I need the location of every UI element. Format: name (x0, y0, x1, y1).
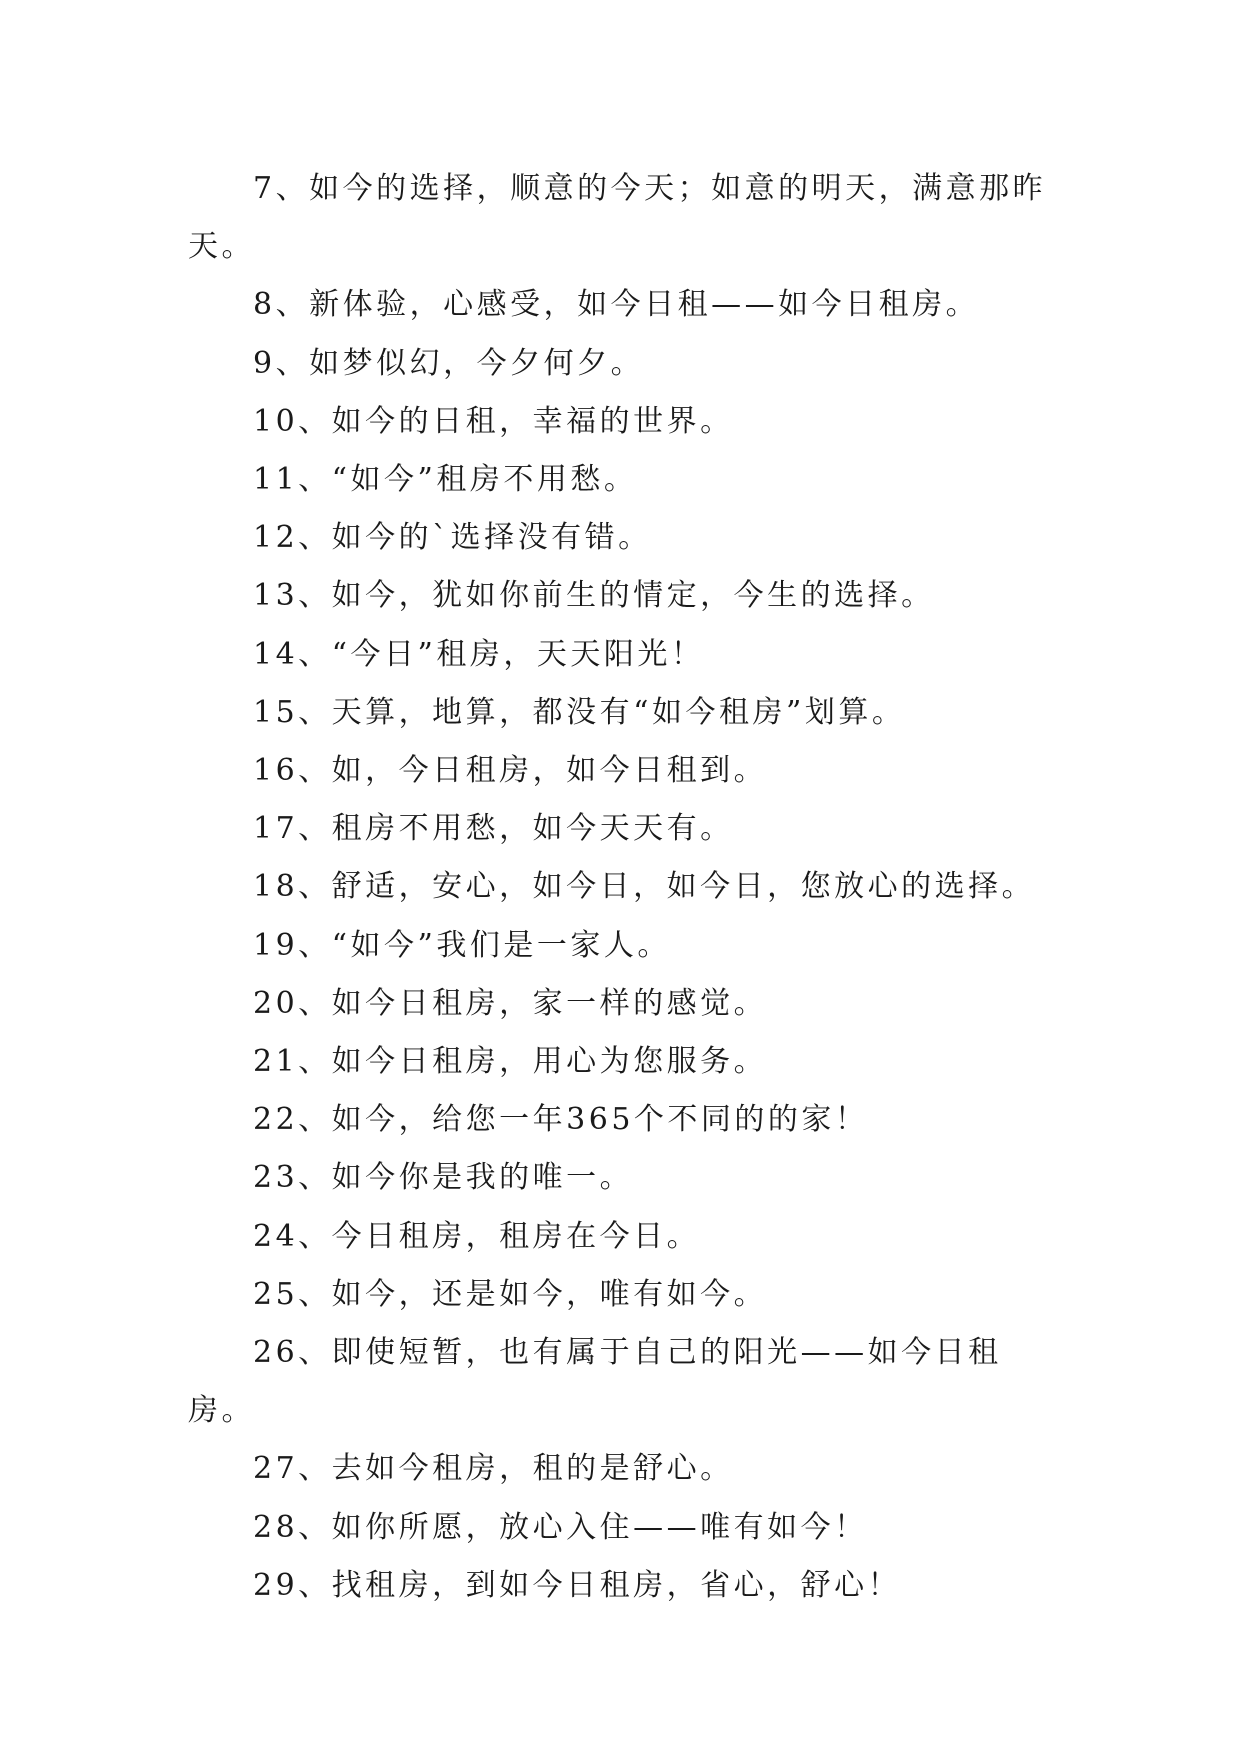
paragraph-12: 12、如今的`选择没有错。 (253, 520, 652, 556)
paragraph-16: 16、如，今日租房，如今日租到。 (253, 753, 768, 789)
paragraph-25: 25、如今，还是如今，唯有如今。 (253, 1276, 768, 1312)
paragraph-18: 18、舒适，安心，如今日，如今日，您放心的选择。 (253, 869, 1036, 905)
paragraph-14: 14、“今日”租房，天天阳光！ (253, 636, 705, 672)
document-body (188, 160, 1058, 1615)
paragraph-29: 29、找租房，到如今日租房，省心，舒心！ (253, 1567, 902, 1603)
paragraph-11: 11、“如今”租房不用愁。 (253, 462, 638, 498)
paragraph-24: 24、今日租房，租房在今日。 (253, 1218, 701, 1254)
paragraph-26: 26、即使短暂，也有属于自己的阳光——如今日租房。 (188, 1335, 1002, 1429)
paragraph-21: 21、如今日租房，用心为您服务。 (253, 1044, 768, 1080)
paragraph-8: 8、新体验，心感受，如今日租——如今日租房。 (253, 287, 980, 323)
paragraph-28: 28、如你所愿，放心入住——唯有如今！ (253, 1509, 868, 1545)
paragraph-9: 9、如梦似幻，今夕何夕。 (253, 345, 645, 381)
paragraph-22: 22、如今，给您一年365个不同的的家！ (253, 1102, 869, 1138)
paragraph-13: 13、如今，犹如你前生的情定，今生的选择。 (253, 578, 935, 614)
paragraph-17: 17、租房不用愁，如今天天有。 (253, 811, 734, 847)
paragraph-20: 20、如今日租房，家一样的感觉。 (253, 985, 768, 1021)
paragraph-7: 7、如今的选择，顺意的今天；如意的明天，满意那昨天。 (188, 171, 1047, 265)
paragraph-19: 19、“如今”我们是一家人。 (253, 927, 671, 963)
paragraph-15: 15、天算，地算，都没有“如今租房”划算。 (253, 694, 906, 730)
paragraph-10: 10、如今的日租，幸福的世界。 (253, 403, 734, 439)
paragraph-27: 27、去如今租房，租的是舒心。 (253, 1451, 734, 1487)
paragraph-23: 23、如今你是我的唯一。 (253, 1160, 634, 1196)
